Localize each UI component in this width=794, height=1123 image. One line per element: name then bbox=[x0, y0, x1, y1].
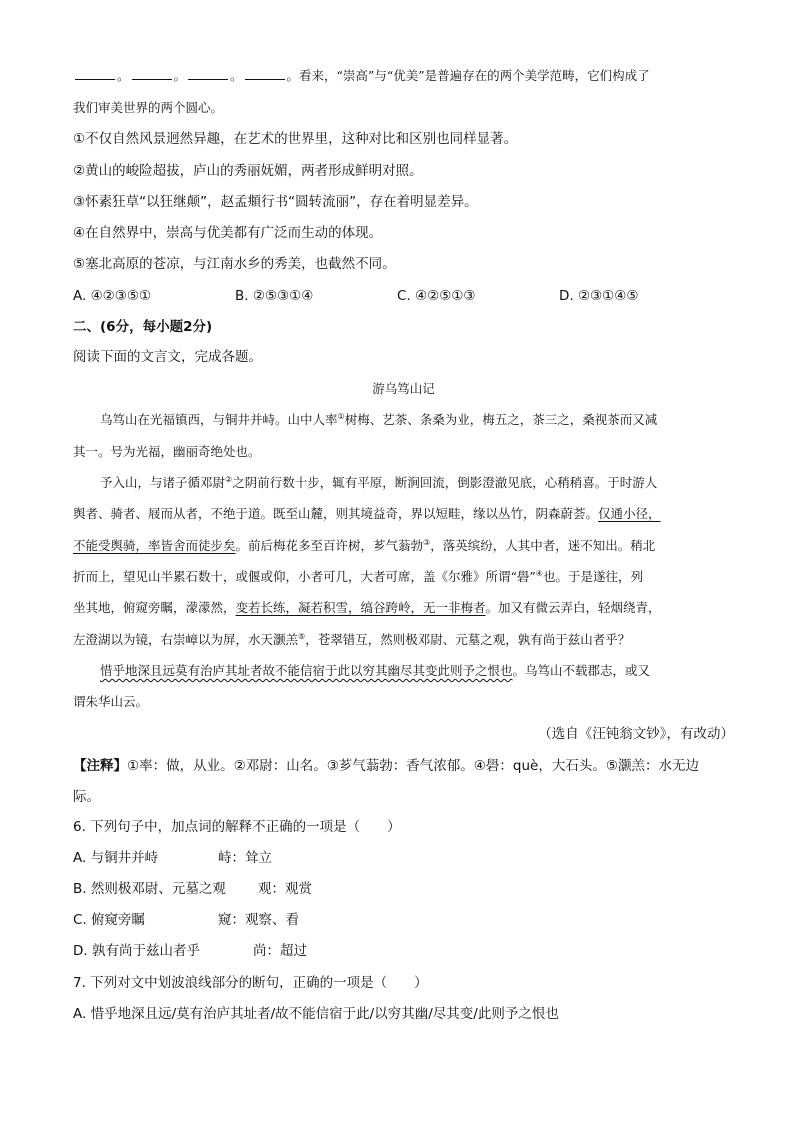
sentence-4: ④在自然界中，崇高与优美都有广泛而生动的体现。 bbox=[73, 225, 383, 241]
sentence-2: ②黄山的峻险超拔，庐山的秀丽妩媚，两者形成鲜明对照。 bbox=[73, 163, 423, 179]
notes: 【注释】①率：做，从业。②邓尉：山名。③芗气蓊勃：香气浓郁。④礐：què，大石头。⑤灏羔：水无边 bbox=[73, 758, 699, 774]
underlined-sentence: 仅通小径， bbox=[598, 506, 661, 521]
passage-line: 不能受舆骑，率皆舍而徒步矣。前后梅花多至百许树，芗气蓊勃③，落英缤纷，人其中者，迷不知出。稍北 bbox=[73, 537, 656, 553]
sentence-3: ③怀素狂草“以狂继颠”，赵孟頫行书“圆转流丽”，存在着明显差异。 bbox=[73, 194, 478, 210]
passage-source: （选自《汪钝翁文钞》，有改动） bbox=[538, 726, 734, 742]
answer-blank-3[interactable] bbox=[188, 67, 228, 80]
passage-line: 折而上，望见山半累石数十，或偃或仰，小者可几，大者可席，盖《尔雅》所谓“礐”④也。于是遂往，列 bbox=[73, 568, 643, 584]
q6-option-b[interactable]: B. 然则极邓尉、元墓之观 观：观赏 bbox=[73, 881, 312, 897]
q7-stem: 7. 下列对文中划波浪线部分的断句，正确的一项是（ ） bbox=[73, 975, 428, 991]
passage-line: 予入山，与诸子循邓尉②之阴前行数十步，辄有平原，断涧回流，倒影澄澈见底，心稍稍喜。于时游人 bbox=[100, 474, 658, 490]
q6-option-a[interactable]: A. 与铜井并峙 峙：耸立 bbox=[73, 850, 272, 866]
passage-line: 乌笃山在光福镇西，与铜井并峙。山中人率①树梅、艺茶、条桑为业，梅五之，茶三之，桑视茶而又减 bbox=[100, 411, 658, 427]
passage-line: 其一。号为光福，幽丽奇绝处也。 bbox=[73, 444, 261, 459]
fill-in-line: 。 。 。 。看来，“崇高”与“优美”是普遍存在的两个美学范畴，它们构成了 bbox=[73, 66, 734, 86]
q6-option-d[interactable]: D. 孰有尚于兹山者乎 尚：超过 bbox=[73, 943, 307, 959]
section-heading: 二、(6分，每小题2分) bbox=[73, 319, 213, 335]
q7-option-a[interactable]: A. 惜乎地深且远/莫有治庐其址者/故不能信宿于此/以穷其幽/尽其变/此则予之恨也 bbox=[73, 1006, 559, 1022]
answer-blank-2[interactable] bbox=[132, 67, 172, 80]
choice-a[interactable]: A. ④②③⑤① bbox=[73, 288, 152, 304]
sentence-5: ⑤塞北高原的苍凉，与江南水乡的秀美，也截然不同。 bbox=[73, 256, 396, 272]
passage-line: 坐其地，俯窥旁瞩，濛濛然，变若长练，凝若积雪，缟谷跨岭，无一非梅者。加又有微云弄白，轻烟绕青， bbox=[73, 600, 661, 615]
passage-line: 谓朱华山云。 bbox=[73, 694, 149, 709]
passage-line: 舆者、骑者、屐而从者，不绝于道。既至山麓，则其境益奇，界以短畦，缘以丛竹，阴森蔚荟。仅通小径， bbox=[73, 506, 661, 521]
passage-title: 游乌笃山记 bbox=[372, 381, 435, 396]
q6-stem: 6. 下列句子中，加点词的解释不正确的一项是（ ） bbox=[73, 819, 401, 835]
q6-option-c[interactable]: C. 俯窥旁瞩 窥：观察、看 bbox=[73, 912, 299, 928]
instruction: 阅读下面的文言文，完成各题。 bbox=[73, 349, 262, 365]
choice-d[interactable]: D. ②③①④⑤ bbox=[559, 288, 639, 304]
q5-choices bbox=[73, 286, 734, 306]
answer-blank-1[interactable] bbox=[75, 67, 115, 80]
choice-c[interactable]: C. ④②⑤①③ bbox=[397, 288, 476, 304]
sentence-1: ①不仅自然风景迥然异趣，在艺术的世界里，这种对比和区别也同样显著。 bbox=[73, 131, 518, 147]
passage-line: 左澄湖以为镜，右崇嶂以为屏，水天灏羔⑤，苍翠错互，然则极邓尉、元墓之观，孰有尚于兹山者乎？ bbox=[73, 631, 631, 647]
choice-b[interactable]: B. ②⑤③①④ bbox=[235, 288, 314, 304]
underlined-sentence: 变若长练，凝若积雪，缟谷跨岭，无一非梅者 bbox=[235, 600, 486, 615]
answer-blank-4[interactable] bbox=[245, 67, 285, 80]
underlined-sentence: 不能受舆骑，率皆舍而徒步矣 bbox=[73, 538, 236, 553]
intro-text-2: 我们审美世界的两个圆心。 bbox=[73, 100, 224, 115]
notes-cont: 际。 bbox=[73, 789, 100, 805]
passage-line: 惜乎地深且远莫有治庐其址者故不能信宿于此以穷其幽尽其变此则予之恨也。乌笃山不载郡志，或又 bbox=[100, 663, 651, 678]
wavy-underlined-sentence: 惜乎地深且远莫有治庐其址者故不能信宿于此以穷其幽尽其变此则予之恨也 bbox=[100, 663, 513, 678]
intro-text: 。看来，“崇高”与“优美”是普遍存在的两个美学范畴，它们构成了 bbox=[286, 68, 650, 83]
